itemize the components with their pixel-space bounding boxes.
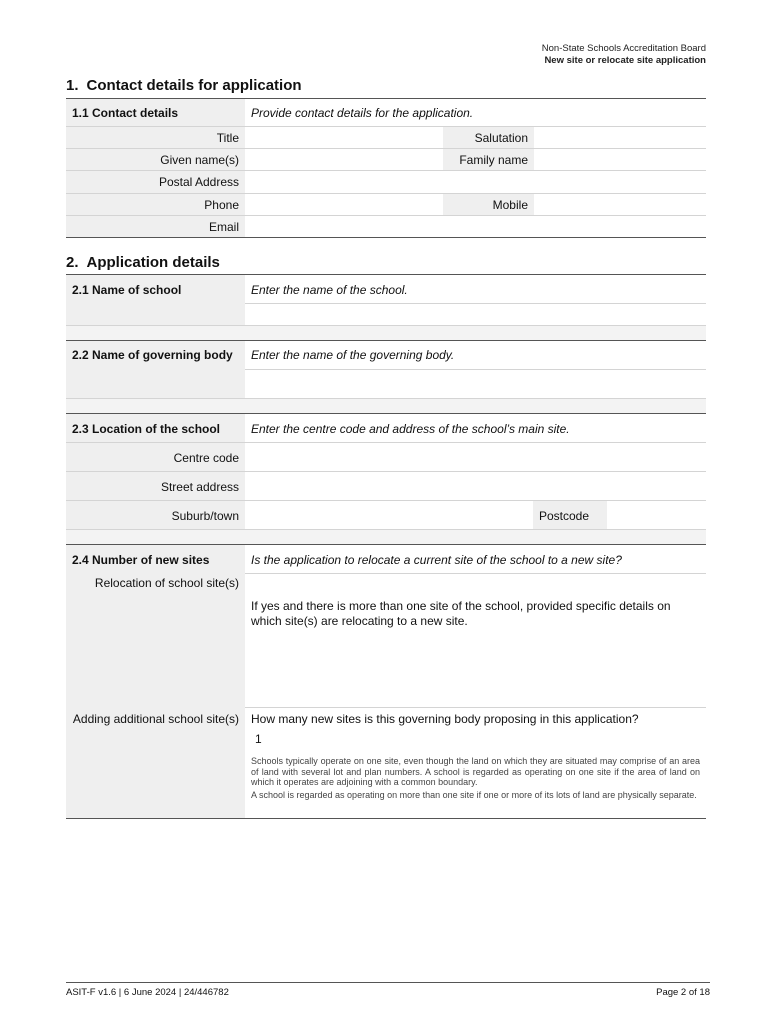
relocate-question: Is the application to relocate a current site of the school to a new site? bbox=[251, 553, 622, 567]
phone-label: Phone bbox=[66, 194, 245, 216]
doc-title: New site or relocate site application bbox=[544, 55, 706, 66]
sites-note-2: A school is regarded as operating on more than one site if one or more of its lots of land are physically separate. bbox=[251, 789, 697, 800]
sites-note-1: Schools typically operate on one site, even though the land on which they are situated may comprise of an area of land with several lot and plan numbers. A school is regarded as operating on one site if the area of land on which it operates are adjoining with a common boundary. bbox=[251, 756, 700, 787]
location-label: 2.3 Location of the school bbox=[66, 414, 245, 443]
suburb-label: Suburb/town bbox=[66, 501, 245, 530]
adding-sites-label: Adding additional school site(s) bbox=[66, 708, 245, 819]
page-number: Page 2 of 18 bbox=[656, 987, 710, 998]
section-1-heading: 1. Contact details for application bbox=[66, 77, 302, 94]
street-address-field[interactable] bbox=[245, 472, 706, 501]
governing-body-instruction: Enter the name of the governing body. bbox=[251, 348, 455, 362]
centre-code-field[interactable] bbox=[245, 443, 706, 472]
email-label: Email bbox=[66, 216, 245, 238]
new-sites-question: How many new sites is this governing body proposing in this application? bbox=[251, 712, 639, 726]
family-name-field[interactable] bbox=[534, 149, 706, 171]
postcode-field[interactable] bbox=[607, 501, 706, 530]
org-name: Non-State Schools Accreditation Board bbox=[541, 43, 706, 54]
mobile-label: Mobile bbox=[443, 194, 534, 216]
family-name-label: Family name bbox=[443, 149, 534, 171]
adding-sites-cell bbox=[245, 708, 706, 819]
contact-details-label: 1.1 Contact details bbox=[66, 99, 245, 127]
new-sites-label: 2.4 Number of new sites bbox=[66, 545, 245, 574]
centre-code-label: Centre code bbox=[66, 443, 245, 472]
phone-field[interactable] bbox=[245, 194, 443, 216]
section-2-heading: 2. Application details bbox=[66, 254, 220, 271]
postal-address-field[interactable] bbox=[245, 171, 706, 194]
page-footer bbox=[66, 982, 710, 998]
salutation-label: Salutation bbox=[443, 127, 534, 149]
doc-reference: ASIT-F v1.6 | 6 June 2024 | 24/446782 bbox=[66, 987, 229, 998]
street-address-label: Street address bbox=[66, 472, 245, 501]
school-name-instruction: Enter the name of the school. bbox=[251, 283, 408, 297]
title-label: Title bbox=[66, 127, 245, 149]
contact-instruction: Provide contact details for the application. bbox=[251, 106, 474, 120]
suburb-field[interactable] bbox=[245, 501, 533, 530]
page-header bbox=[542, 43, 706, 67]
application-details-table bbox=[66, 274, 706, 819]
salutation-field[interactable] bbox=[534, 127, 706, 149]
contact-details-table bbox=[66, 98, 706, 238]
relocation-label: Relocation of school site(s) bbox=[66, 574, 245, 708]
email-field[interactable] bbox=[245, 216, 706, 238]
given-name-field[interactable] bbox=[245, 149, 443, 171]
postcode-label: Postcode bbox=[533, 501, 607, 530]
school-name-label: 2.1 Name of school bbox=[66, 275, 245, 326]
given-name-label: Given name(s) bbox=[66, 149, 245, 171]
mobile-field[interactable] bbox=[534, 194, 706, 216]
new-sites-answer[interactable]: 1 bbox=[255, 732, 262, 746]
governing-body-label: 2.2 Name of governing body bbox=[66, 341, 245, 399]
title-field[interactable] bbox=[245, 127, 443, 149]
location-instruction: Enter the centre code and address of the school’s main site. bbox=[251, 422, 570, 436]
school-name-field[interactable] bbox=[245, 304, 706, 326]
governing-body-field[interactable] bbox=[245, 370, 706, 399]
relocation-field[interactable] bbox=[245, 574, 706, 708]
relocation-text: If yes and there is more than one site of the school, provided specific details on which site(s) are relocating to a new site. bbox=[251, 599, 671, 628]
postal-address-label: Postal Address bbox=[66, 171, 245, 194]
